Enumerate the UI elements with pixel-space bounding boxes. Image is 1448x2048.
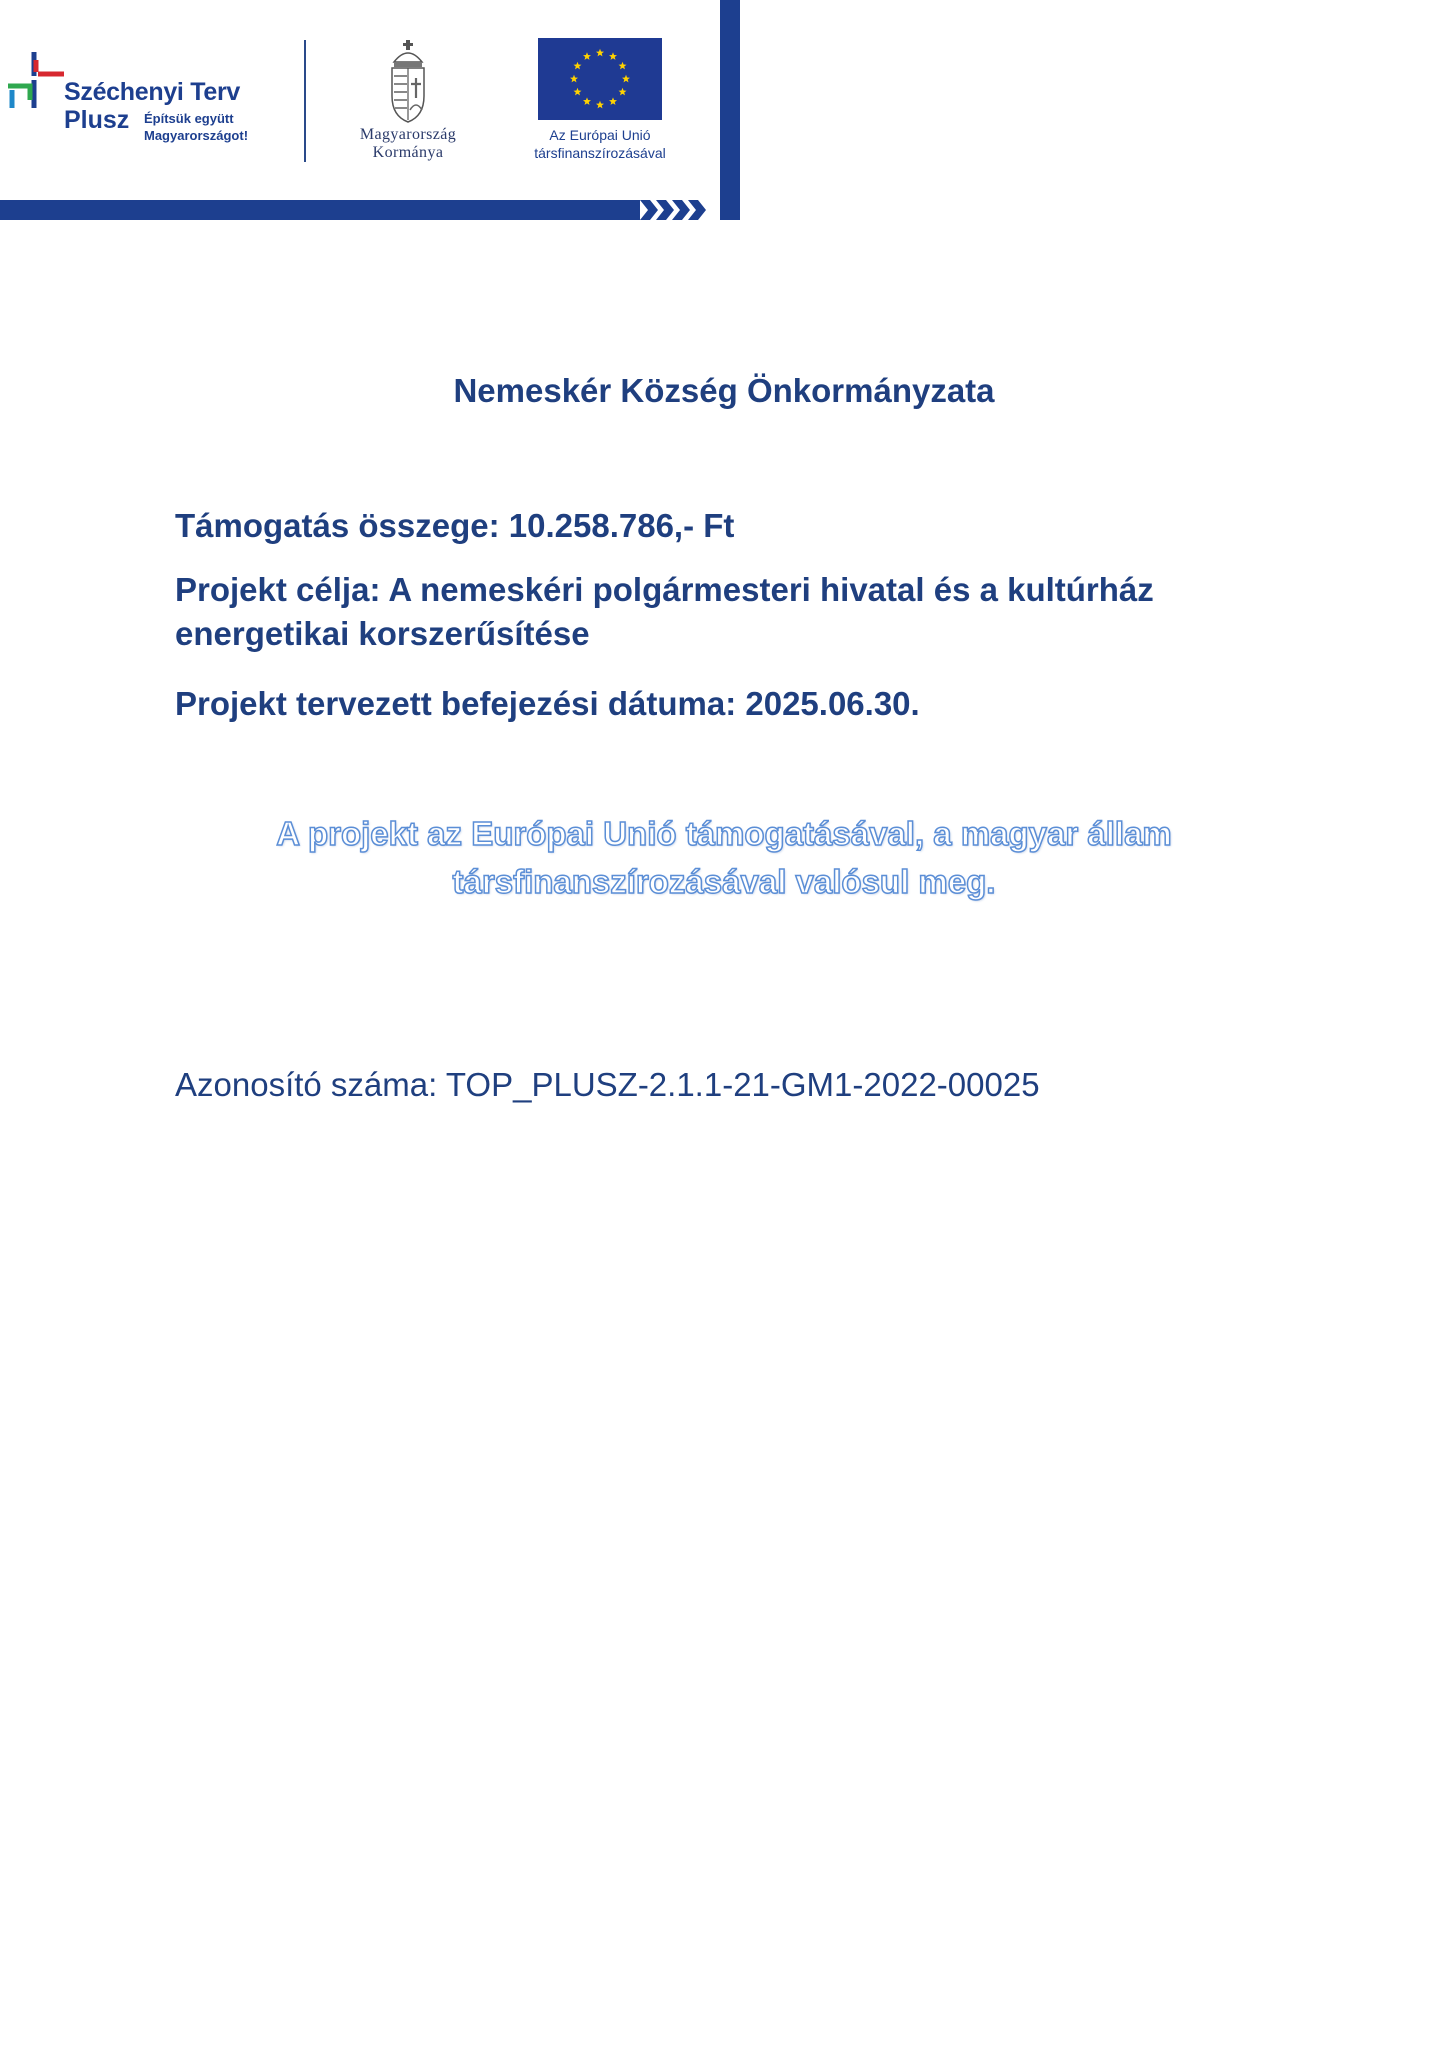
- government-line1: Magyarország: [359, 126, 457, 143]
- szechenyi-plusz: Plusz: [64, 106, 130, 134]
- eu-funding-note-line1: A projekt az Európai Unió támogatásával, a magyar állam: [276, 815, 1172, 852]
- government-text: [328, 126, 488, 162]
- header-banner: [0, 0, 740, 222]
- project-goal: Projekt célja: A nemeskéri polgármesteri hivatal és a kultúrház energetikai korszerűsítése: [175, 571, 1154, 652]
- eu-flag-icon: [538, 38, 662, 120]
- eu-text: [510, 126, 690, 162]
- support-amount: Támogatás összege: 10.258.786,- Ft: [175, 507, 735, 544]
- szechenyi-slogan-line2: Magyarországot!: [144, 128, 249, 143]
- szechenyi-terv-plusz-logo: [4, 52, 274, 162]
- government-line2: Kormánya: [372, 144, 444, 161]
- szechenyi-slogan: [144, 110, 248, 144]
- project-identifier: Azonosító száma: TOP_PLUSZ-2.1.1-21-GM1-2022-00025: [175, 1066, 1040, 1103]
- eu-funding-note-line2: társfinanszírozásával valósul meg.: [452, 863, 996, 900]
- european-union-logo: [510, 38, 690, 168]
- eu-line2: társfinanszírozásával: [534, 145, 666, 161]
- hungarian-government-logo: [328, 38, 488, 168]
- eu-line1: Az Európai Unió: [549, 127, 651, 143]
- szechenyi-title: Széchenyi Terv: [64, 78, 240, 106]
- organization-name: Nemeskér Község Önkormányzata: [453, 372, 995, 409]
- logo-divider: [304, 40, 306, 162]
- hungarian-coat-of-arms-icon: [386, 38, 430, 124]
- project-completion-date: Projekt tervezett befejezési dátuma: 2025.06.30.: [175, 685, 920, 722]
- szechenyi-cross-icon: [4, 52, 64, 112]
- eu-funding-note: [0, 810, 1448, 906]
- szechenyi-slogan-line1: Építsük együtt: [144, 111, 234, 126]
